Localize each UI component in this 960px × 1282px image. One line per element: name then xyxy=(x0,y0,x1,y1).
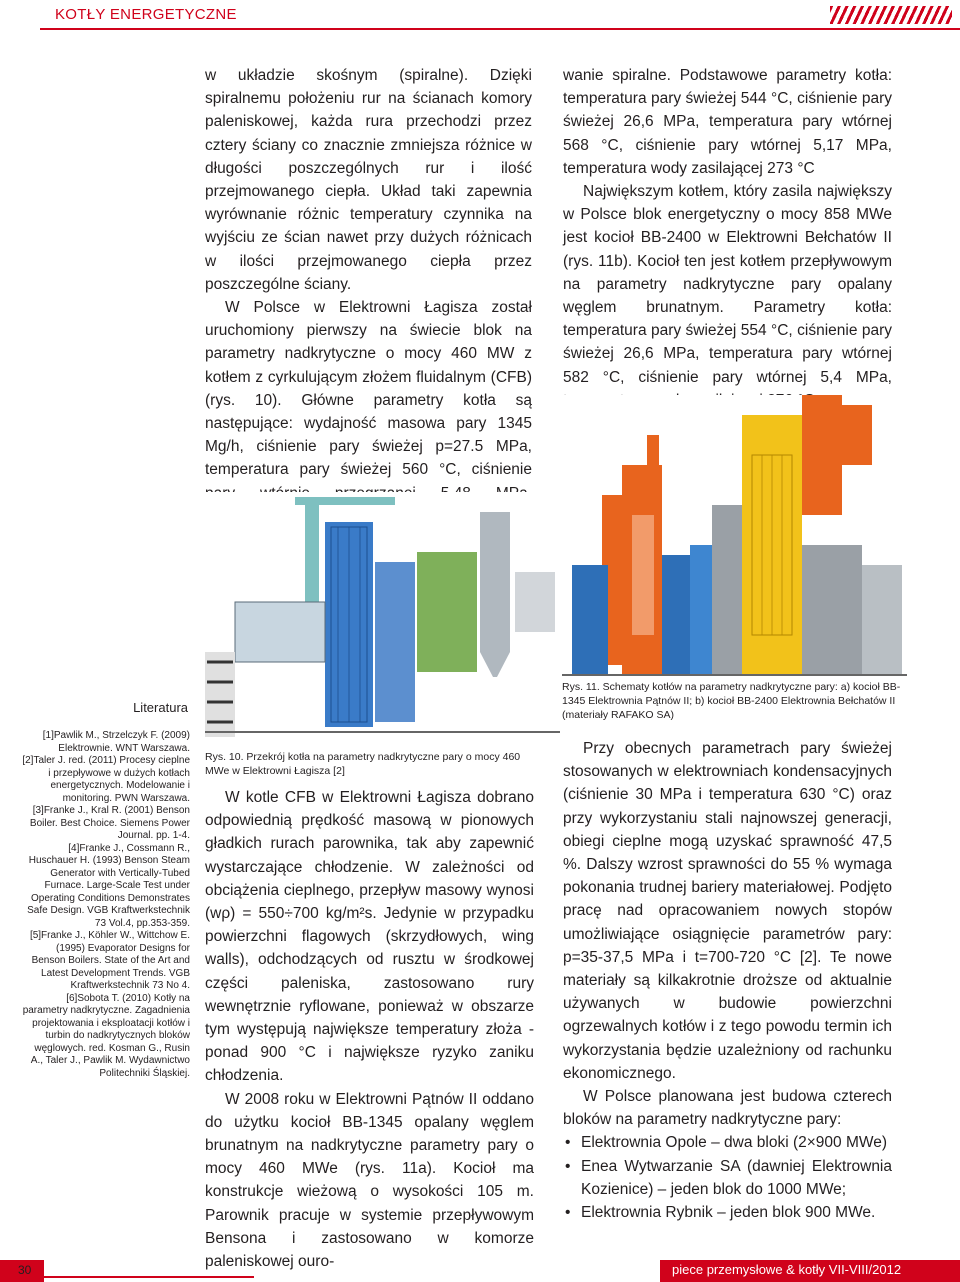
boiler-a-mills xyxy=(572,565,608,675)
fan-house xyxy=(205,652,235,737)
literature-title: Literatura xyxy=(133,700,188,715)
journal-title: piece przemysłowe & kotły VII-VIII/2012 xyxy=(672,1262,902,1277)
reference-item: [6]Sobota T. (2010) Kotły na parametry nadkrytyczne. Zagadnienia projektowania i eksploatacji kotłów i turbin do nadkrytycznych bloków węglowych. red. Kosman G., Rusin A., Taler J., Pawlik M. Wydawnictwo Politechniki Śląskiej. xyxy=(22,992,190,1079)
silo xyxy=(480,512,510,652)
ash-bin xyxy=(515,572,555,632)
paragraph: wanie spiralne. Podstawowe parametry kotła: temperatura pary świeżej 544 °C, ciśnienie pary świeżej 26,6 MPa, temperatura pary wtórnej 568 °C, ciśnienie pary wtórnej 5,17 MPa, temperatura wody zasilającej 273 °C xyxy=(563,67,892,177)
paragraph: W 2008 roku w Elektrowni Pątnów II oddano do użytku kocioł BB-1345 opalany węglem brunatnym na nadkrytyczne parametry pary o mocy 460 MWe (rys. 11a). Kocioł ma konstrukcje wieżową o wysokości 105 m. Parownik pracuje w systemie przepływowym Bensona i zastosowano w komorze paleniskowej ouro- xyxy=(205,1090,534,1271)
column-right-bottom xyxy=(563,737,892,1224)
page-number: 30 xyxy=(18,1263,32,1277)
separator xyxy=(375,562,415,722)
header-hatch-decoration xyxy=(830,6,952,24)
footer-rule xyxy=(44,1276,254,1278)
section-title: KOTŁY ENERGETYCZNE xyxy=(55,6,237,23)
paragraph: Przy obecnych parametrach pary świeżej stosowanych w elektrowniach kondensacyjnych (ciśnienie 30 MPa i temperatura 630 °C) oraz przy wykorzystaniu stali najnowszej generacji, obiegi cieplne mogą uzyskać sprawność 47,5 %. Dalszy wzrost sprawności do 55 % wymaga pokonania trudnej bariery materiałowej. Podjęto pracę nad opracowaniem nowych stopów umożliwiające osiągnięcie parametrów pary: p=35-37,5 MPa i t=700-720 °C [2]. Te nowe materiały są kilkakrotnie droższe od aktualnie używanych w budowie powierzchni ogrzewalnych kotłów i z tego powodu termin ich wykorzystania będzie uzależniony od rachunku ekonomicznego. xyxy=(563,740,892,1082)
cfb-boiler-diagram xyxy=(205,492,560,740)
boiler-b-mills xyxy=(712,505,742,675)
reference-item: [5]Franke J., Köhler W., Wittchow E. (1995) Evaporator Designs for Benson Boilers. State of the Art and Latest Development Trends. VGB Kraftwerkstechnik 73 No 4. xyxy=(29,930,190,991)
reference-item: [4]Franke J., Cossmann R., Huschauer H. (1993) Benson Steam Generator with Vertically-Tubed Furnace. Large-Scale Test under Operating Conditions Demonstrates Safe Design. VGB Kraftwerkstechnik 73 Vol.4, pp.353-359. xyxy=(27,842,190,929)
list-item: • Enea Wytwarzanie SA (dawniej Elektrownia Kozienice) – jeden blok do 1000 MWe; xyxy=(563,1155,892,1201)
tower-boilers-diagram xyxy=(562,395,907,677)
paragraph: w układzie skośnym (spiralne). Dzięki spiralnemu położeniu rur na ścianach komory paleniskowej, każda rura przechodzi przez cztery ściany co znacznie zmniejsza różnice w długości poszczególnych rur i ilość przejmowanego ciepła. Układ taki zapewnia wyrównanie różnic temperatury czynnika na wyjściu ze ścian nawet przy dużych różnicach w ilości przejmowanego ciepła przez poszczególne ściany. xyxy=(205,67,532,293)
backpass xyxy=(417,552,477,672)
header-rule xyxy=(40,28,960,30)
paragraph: W Polsce planowana jest budowa czterech bloków na parametry nadkrytyczne pary: xyxy=(563,1088,892,1129)
air-heater xyxy=(235,602,325,662)
boiler-b-duct xyxy=(802,395,842,515)
figure-10-caption: Rys. 10. Przekrój kotła na parametry nadkrytyczne pary o mocy 460 MWe w Elektrowni Łagisza [2] xyxy=(205,751,521,777)
reference-item: [1]Pawlik M., Strzelczyk F. (2009) Elektrownie. WNT Warszawa. xyxy=(42,730,190,754)
literature-list xyxy=(22,730,190,1080)
paragraph: Największym kotłem, który zasila największy w Polsce blok energetyczny o mocy 858 MWe jest kocioł BB-2400 w Elektrowni Bełchatów II (rys. 11b). Kocioł ten jest kotłem przepływowym na parametry nadkrytyczne pary opalany węglem brunatnym. Parametry kotła: temperatura pary świeżej 554 °C, ciśnienie pary świeżej 26,6 MPa, temperatura pary wtórnej 582 °C, ciśnienie pary wtórnej 5,4 MPa, xyxy=(563,183,892,386)
paragraph: W Polsce w Elektrowni Łagisza został uruchomiony pierwszy na świecie blok na parametry nadkrytyczne o mocy 460 MW z kotłem z cyrkulującym złożem fluidalnym (CFB) (rys. 10). Główne parametry kotła są następujące: wydajność masowa pary 1345 Mg/h, ciśnienie pary świeżej p=27.5 MPa, temperatura pary świeżej 560 °C, ciśnienie xyxy=(205,299,532,479)
column-middle-top xyxy=(205,64,532,528)
paragraph: W kotle CFB w Elektrowni Łagisza dobrano odpowiednią prędkość masową w pionowych gładkich rurach parownika, tak aby zapewnić wystarczające chłodzenie. W zależności od obciążenia cieplnego, przepływ masowy wynosi (wρ) = 550÷700 kg/m²s. Jedynie w przypadku powierzchni flagowych (skrzydłowych, wing walls), odchodzących od rusztu w środkowej części paleniska, zastosowano rury wewnętrznie ryflowane, ponieważ w obszarze tym występują największe temperatury złoża - ponad 900 °C i największe ryzyko zaniku chłodzenia. xyxy=(205,789,534,1085)
reference-item: [3]Franke J., Kral R. (2001) Benson Boiler. Best Choice. Siemens Power Journal. pp. 1-4. xyxy=(29,805,190,841)
list-item: • Elektrownia Opole – dwa bloki (2×900 MWe) xyxy=(563,1131,892,1154)
column-middle-bottom xyxy=(205,786,534,1273)
bullet-list xyxy=(563,1131,892,1224)
column-right-top xyxy=(563,64,892,412)
figure-11-caption: Rys. 11. Schematy kotłów na parametry nadkrytyczne pary: a) kocioł BB-1345 Elektrownia Pątnów II; b) kocioł BB-2400 Elektrownia Bełchatów II (materiały RAFAKO SA) xyxy=(562,681,901,721)
reference-item: [2]Taler J. red. (2011) Procesy cieplne i przepływowe w dużych kotłach energetycznych. Modelowanie i monitoring. PWN Warszawa. xyxy=(22,755,190,804)
list-item: • Elektrownia Rybnik – jeden blok 900 MWe. xyxy=(563,1201,892,1224)
